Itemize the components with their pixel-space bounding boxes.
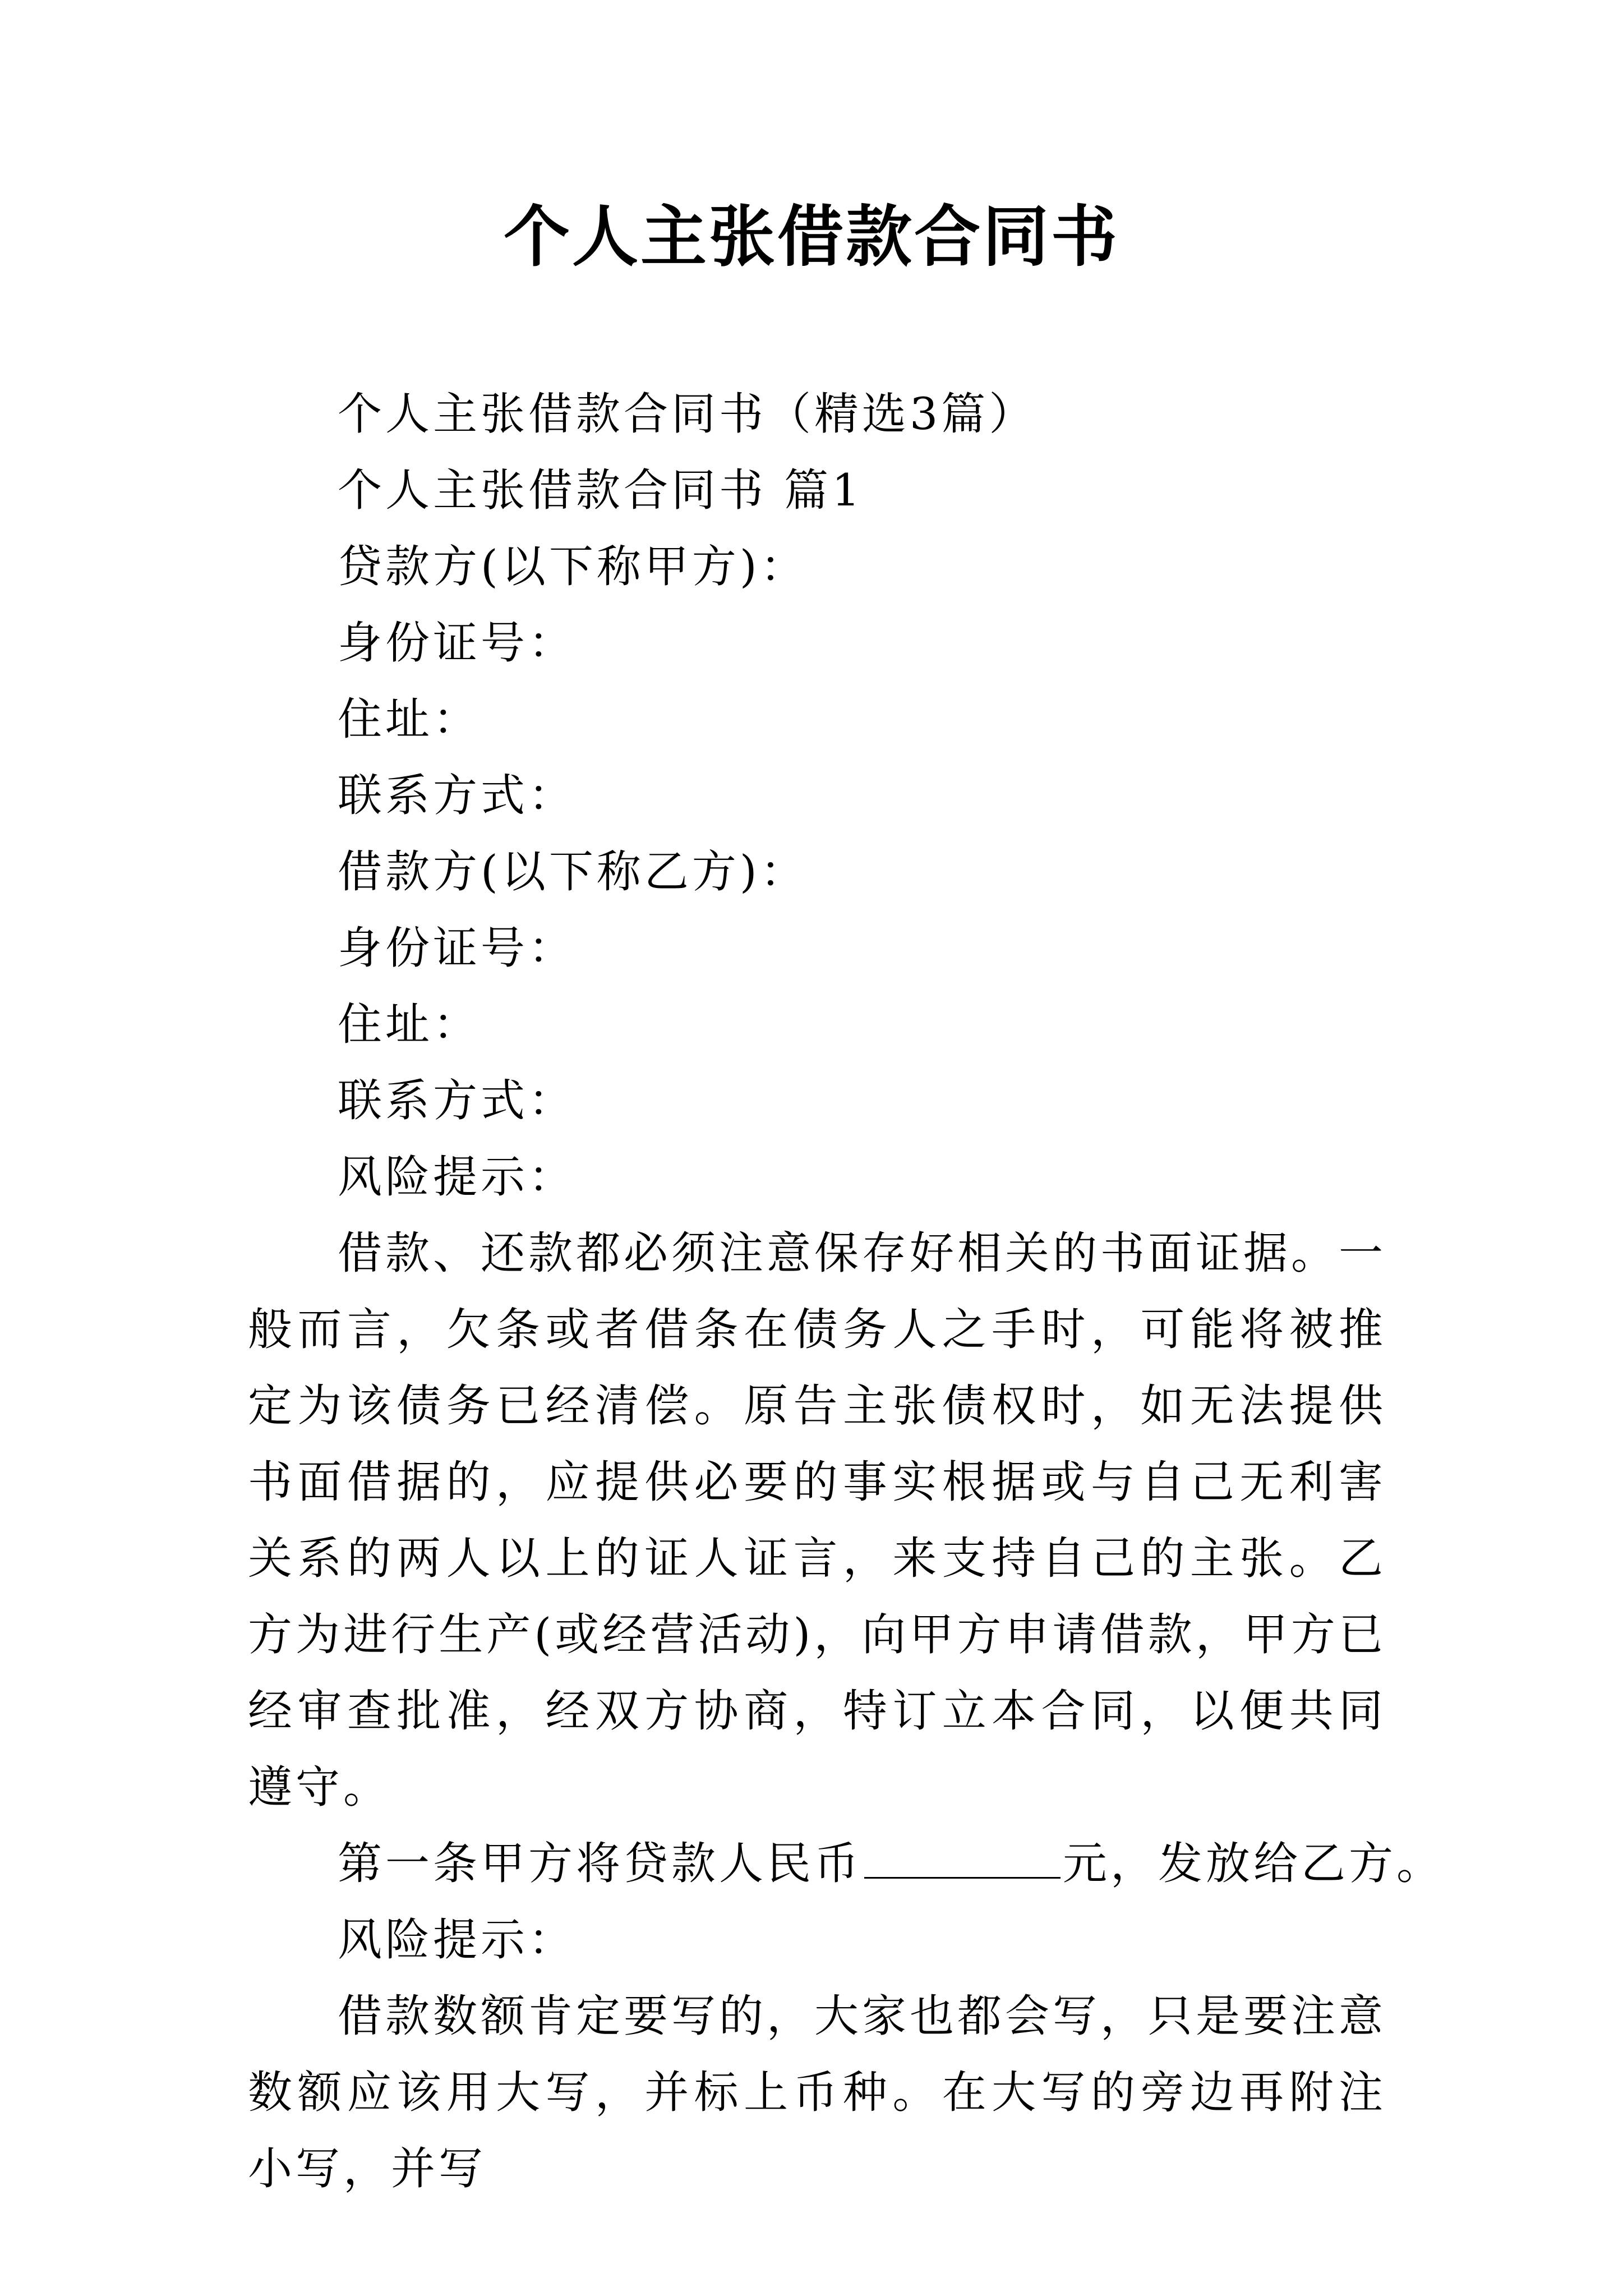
article-1-suffix: 元，发放给乙方。 (1063, 1838, 1444, 1889)
article-1 (248, 1825, 1444, 1902)
risk-label-2: 风险提示： (338, 1914, 576, 1966)
borrower-label: 借款方(以下称乙方)： (338, 846, 808, 898)
borrower-id-label: 身份证号： (338, 922, 576, 974)
subtitle-line: 个人主张借款合同书（精选3篇） (338, 388, 1037, 440)
article-1-prefix: 第一条甲方将贷款人民币 (338, 1838, 862, 1889)
amount-blank (864, 1832, 1061, 1879)
risk-paragraph: 借款、还款都必须注意保存好相关的书面证据。一般而言，欠条或者借条在债务人之手时，可能将被推定为该债务已经清偿。原告主张债权时，如无法提供书面借据的，应提供必要的事实根据或与自己无利害关系的两人以上的证人证言，来支持自己的主张。乙方为进行生产(或经营活动)，向甲方申请借款，甲方已经审查批准，经双方协商，特订立本合同，以便共同遵守。 (248, 1227, 1386, 1813)
section-heading: 个人主张借款合同书 篇1 (338, 464, 864, 516)
lender-id-label: 身份证号： (338, 617, 576, 669)
borrower-contact-label: 联系方式： (338, 1075, 576, 1126)
lender-address-label: 住址： (338, 693, 481, 745)
lender-label: 贷款方(以下称甲方)： (338, 541, 808, 592)
risk-label: 风险提示： (338, 1151, 576, 1203)
amount-paragraph: 借款数额肯定要写的，大家也都会写，只是要注意数额应该用大写，并标上币种。在大写的旁边再附注小写，并写 (248, 1990, 1386, 2194)
borrower-address-label: 住址： (338, 999, 481, 1050)
document-body (248, 376, 1444, 2207)
document-title: 个人主张借款合同书 (503, 197, 1119, 275)
lender-contact-label: 联系方式： (338, 770, 576, 821)
